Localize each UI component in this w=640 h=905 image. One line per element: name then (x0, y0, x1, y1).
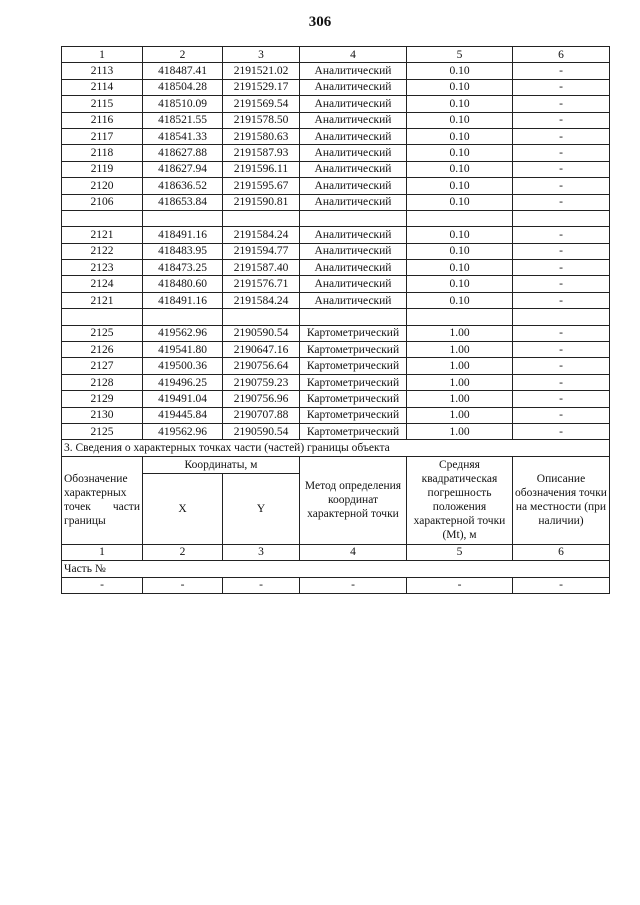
table-cell: - (513, 407, 610, 423)
table-cell: 418627.88 (143, 145, 223, 161)
table-cell: Аналитический (300, 260, 407, 276)
table-cell: 0.10 (407, 276, 513, 292)
x-header: X (143, 473, 223, 544)
table-cell: - (513, 423, 610, 439)
table-cell: 419445.84 (143, 407, 223, 423)
table-row (62, 374, 610, 390)
table-row (62, 79, 610, 95)
table-cell: 2191521.02 (223, 63, 300, 79)
column-number: 3 (223, 47, 300, 63)
table-cell: Картометрический (300, 358, 407, 374)
table-row (62, 161, 610, 177)
table-cell: - (513, 243, 610, 259)
section-3-column-number-row (62, 544, 610, 560)
table-cell: Аналитический (300, 227, 407, 243)
table-cell: - (513, 276, 610, 292)
table-cell: 2119 (62, 161, 143, 177)
table-cell: 418491.16 (143, 292, 223, 308)
table-cell: 0.10 (407, 260, 513, 276)
page-number: 306 (308, 14, 332, 30)
table-cell: - (62, 577, 143, 593)
table-cell: 2127 (62, 358, 143, 374)
blank-separator-row (62, 210, 610, 226)
table-cell: 2191587.93 (223, 145, 300, 161)
error-header: Средняя квадратическая погрешность положения характерной точки (Mt), м (407, 456, 513, 544)
y-header: Y (223, 473, 300, 544)
table-cell: 0.10 (407, 79, 513, 95)
table-cell: 2124 (62, 276, 143, 292)
column-number: 2 (143, 544, 223, 560)
table-cell: 2118 (62, 145, 143, 161)
table-cell: 2190756.64 (223, 358, 300, 374)
table-cell: 1.00 (407, 325, 513, 341)
table-cell: Картометрический (300, 342, 407, 358)
table-row (62, 145, 610, 161)
method-header: Метод определения координат характерной точки (300, 456, 407, 544)
description-header: Описание обозначения точки на местности (при наличии) (513, 456, 610, 544)
table-row (62, 260, 610, 276)
table-cell: 0.10 (407, 161, 513, 177)
coordinates-table (61, 46, 610, 594)
table-cell: - (513, 194, 610, 210)
table-cell: 2125 (62, 423, 143, 439)
table-cell: 2120 (62, 178, 143, 194)
table-cell: Аналитический (300, 243, 407, 259)
table-cell: 418627.94 (143, 161, 223, 177)
section-3-header-row (62, 456, 610, 473)
table-cell: Аналитический (300, 79, 407, 95)
table-cell: 2191580.63 (223, 128, 300, 144)
coordinates-table-body (62, 47, 610, 594)
table-cell: 0.10 (407, 63, 513, 79)
table-cell: 1.00 (407, 358, 513, 374)
table-cell: 0.10 (407, 145, 513, 161)
table-cell: 2121 (62, 227, 143, 243)
table-cell: 2191595.67 (223, 178, 300, 194)
table-cell: Аналитический (300, 161, 407, 177)
table-cell: 418521.55 (143, 112, 223, 128)
table-cell: - (513, 342, 610, 358)
table-cell: Картометрический (300, 374, 407, 390)
table-cell: - (513, 374, 610, 390)
table-row (62, 423, 610, 439)
table-cell: - (513, 79, 610, 95)
column-number: 1 (62, 544, 143, 560)
table-cell: - (513, 128, 610, 144)
column-number: 1 (62, 47, 143, 63)
column-number: 4 (300, 47, 407, 63)
table-cell: 2191587.40 (223, 260, 300, 276)
table-cell: Картометрический (300, 325, 407, 341)
table-cell: 418636.52 (143, 178, 223, 194)
table-cell: - (300, 577, 407, 593)
column-number-row (62, 47, 610, 63)
table-cell: 1.00 (407, 374, 513, 390)
table-cell: - (513, 63, 610, 79)
table-cell: 419562.96 (143, 325, 223, 341)
table-row (62, 292, 610, 308)
table-cell: 2121 (62, 292, 143, 308)
table-cell: 2117 (62, 128, 143, 144)
table-row (62, 112, 610, 128)
table-cell: 2113 (62, 63, 143, 79)
table-cell: 2191529.17 (223, 79, 300, 95)
table-row (62, 342, 610, 358)
table-cell: 2191578.50 (223, 112, 300, 128)
table-cell: 2115 (62, 96, 143, 112)
table-row (62, 227, 610, 243)
table-cell: 1.00 (407, 391, 513, 407)
table-cell: Аналитический (300, 292, 407, 308)
table-cell: 0.10 (407, 243, 513, 259)
table-cell: 2123 (62, 260, 143, 276)
table-row (62, 325, 610, 341)
table-cell: 2130 (62, 407, 143, 423)
table-cell: 418504.28 (143, 79, 223, 95)
table-cell: 418510.09 (143, 96, 223, 112)
table-cell: - (143, 577, 223, 593)
table-row (62, 63, 610, 79)
table-cell: 2190707.88 (223, 407, 300, 423)
table-cell: Аналитический (300, 178, 407, 194)
table-cell: 418541.33 (143, 128, 223, 144)
table-cell: 0.10 (407, 178, 513, 194)
table-cell: 418491.16 (143, 227, 223, 243)
table-cell: 418487.41 (143, 63, 223, 79)
table-row (62, 407, 610, 423)
table-cell: 2125 (62, 325, 143, 341)
table-cell: Аналитический (300, 112, 407, 128)
table-cell: 419541.80 (143, 342, 223, 358)
table-row (62, 276, 610, 292)
table-row (62, 178, 610, 194)
table-cell: - (513, 325, 610, 341)
part-label: Часть № (62, 561, 610, 577)
table-cell: Аналитический (300, 276, 407, 292)
table-cell: 2190590.54 (223, 325, 300, 341)
table-cell: 2114 (62, 79, 143, 95)
table-cell: 0.10 (407, 112, 513, 128)
table-cell: 2190759.23 (223, 374, 300, 390)
table-cell: 2190590.54 (223, 423, 300, 439)
section-3-title: 3. Сведения о характерных точках части (частей) границы объекта (62, 440, 610, 456)
table-cell: 2191596.11 (223, 161, 300, 177)
table-cell: 2190756.96 (223, 391, 300, 407)
table-cell: - (513, 391, 610, 407)
table-cell: 0.10 (407, 227, 513, 243)
table-cell: 2106 (62, 194, 143, 210)
table-cell: 418483.95 (143, 243, 223, 259)
table-cell: - (513, 577, 610, 593)
table-cell: - (513, 112, 610, 128)
table-cell: 2191590.81 (223, 194, 300, 210)
table-cell: 2191584.24 (223, 292, 300, 308)
table-cell: 2129 (62, 391, 143, 407)
table-cell: - (513, 145, 610, 161)
table-cell: 2191569.54 (223, 96, 300, 112)
table-cell: 2126 (62, 342, 143, 358)
table-cell: 419500.36 (143, 358, 223, 374)
column-number: 6 (513, 544, 610, 560)
blank-separator-row (62, 309, 610, 325)
table-cell: 2122 (62, 243, 143, 259)
table-row (62, 358, 610, 374)
table-cell: - (513, 260, 610, 276)
table-cell: - (513, 358, 610, 374)
table-cell: 1.00 (407, 407, 513, 423)
table-cell: - (223, 577, 300, 593)
table-cell: 419562.96 (143, 423, 223, 439)
table-cell: Картометрический (300, 423, 407, 439)
table-cell: Аналитический (300, 128, 407, 144)
column-number: 5 (407, 544, 513, 560)
table-cell: 418473.25 (143, 260, 223, 276)
table-cell: 2116 (62, 112, 143, 128)
table-cell: 418653.84 (143, 194, 223, 210)
column-number: 6 (513, 47, 610, 63)
table-cell: 419496.25 (143, 374, 223, 390)
table-cell: 2190647.16 (223, 342, 300, 358)
column-number: 2 (143, 47, 223, 63)
table-cell: Картометрический (300, 391, 407, 407)
column-number: 3 (223, 544, 300, 560)
table-row (62, 243, 610, 259)
table-cell: Аналитический (300, 96, 407, 112)
table-cell: 0.10 (407, 96, 513, 112)
table-cell: - (513, 178, 610, 194)
table-cell: - (407, 577, 513, 593)
table-cell: 418480.60 (143, 276, 223, 292)
coordinates-header: Координаты, м (143, 456, 300, 473)
table-cell: 2128 (62, 374, 143, 390)
table-row (62, 391, 610, 407)
table-cell: 0.10 (407, 194, 513, 210)
table-cell: 0.10 (407, 292, 513, 308)
table-row (62, 96, 610, 112)
table-cell: 0.10 (407, 128, 513, 144)
table-cell: Аналитический (300, 194, 407, 210)
table-cell: Аналитический (300, 145, 407, 161)
table-cell: - (513, 292, 610, 308)
table-cell: 419491.04 (143, 391, 223, 407)
table-cell: - (513, 227, 610, 243)
table-cell: - (513, 161, 610, 177)
table-cell: Аналитический (300, 63, 407, 79)
section-3-title-row (62, 440, 610, 456)
table-cell: 2191594.77 (223, 243, 300, 259)
part-label-row (62, 561, 610, 577)
table-cell: - (513, 96, 610, 112)
table-cell: 1.00 (407, 342, 513, 358)
table-row (62, 194, 610, 210)
table-cell: Картометрический (300, 407, 407, 423)
column-number: 5 (407, 47, 513, 63)
table-cell: 1.00 (407, 423, 513, 439)
table-row (62, 128, 610, 144)
point-designation-header: Обозначение характерных точек части границы (62, 456, 143, 544)
table-cell: 2191584.24 (223, 227, 300, 243)
table-cell: 2191576.71 (223, 276, 300, 292)
empty-part-row (62, 577, 610, 593)
column-number: 4 (300, 544, 407, 560)
